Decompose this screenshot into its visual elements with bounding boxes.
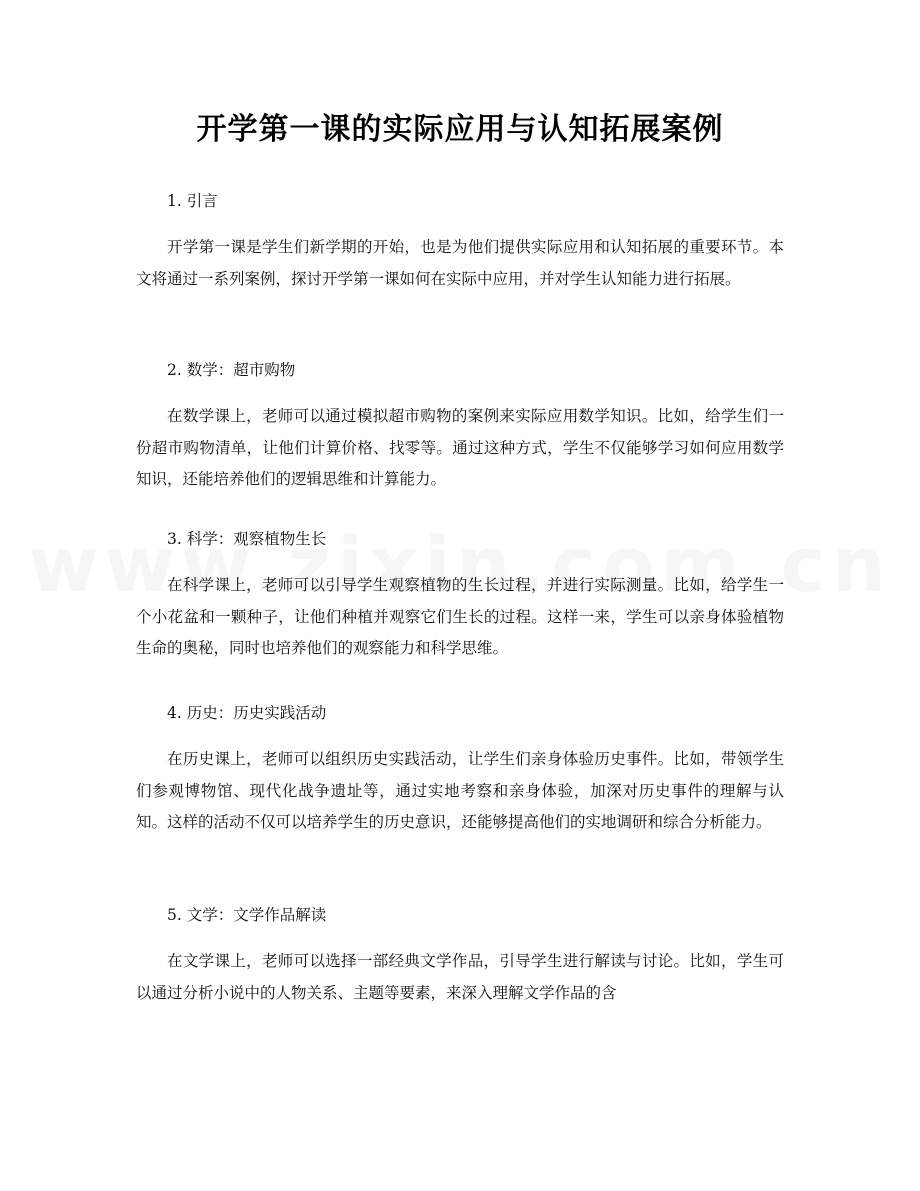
section-heading-history: 4. 历史：历史实践活动 (167, 704, 327, 722)
section-paragraph-introduction: 开学第一课是学生们新学期的开始，也是为他们提供实际应用和认知拓展的重要环节。本文将通过一系列案例，探讨开学第一课如何在实际中应用，并对学生认知能力进行拓展。 (136, 238, 784, 288)
page-title: 开学第一课的实际应用与认知拓展案例 (196, 112, 724, 147)
section-paragraph-math: 在数学课上，老师可以通过模拟超市购物的案例来实际应用数学知识。比如，给学生们一份超市购物清单，让他们计算价格、找零等。通过这种方式，学生不仅能够学习如何应用数学知识，还能培养他们的逻辑思维和计算能力。 (136, 407, 784, 488)
section-paragraph-science: 在科学课上，老师可以引导学生观察植物的生长过程，并进行实际测量。比如，给学生一个小花盆和一颗种子，让他们种植并观察它们生长的过程。这样一来，学生可以亲身体验植物生命的奥秘，同时也培养他们的观察能力和科学思维。 (136, 576, 784, 657)
section-paragraph-history: 在历史课上，老师可以组织历史实践活动，让学生们亲身体验历史事件。比如，带领学生们参观博物馆、现代化战争遗址等，通过实地考察和亲身体验，加深对历史事件的理解与认知。这样的活动不仅可以培养学生的历史意识，还能够提高他们的实地调研和综合分析能力。 (136, 750, 784, 831)
section-heading-literature: 5. 文学：文学作品解读 (167, 906, 327, 924)
section-paragraph-literature: 在文学课上，老师可以选择一部经典文学作品，引导学生进行解读与讨论。比如，学生可以通过分析小说中的人物关系、主题等要素，来深入理解文学作品的含 (136, 952, 784, 1002)
section-heading-math: 2. 数学：超市购物 (167, 361, 296, 379)
section-heading-science: 3. 科学：观察植物生长 (167, 530, 327, 548)
section-heading-introduction: 1. 引言 (167, 192, 218, 210)
